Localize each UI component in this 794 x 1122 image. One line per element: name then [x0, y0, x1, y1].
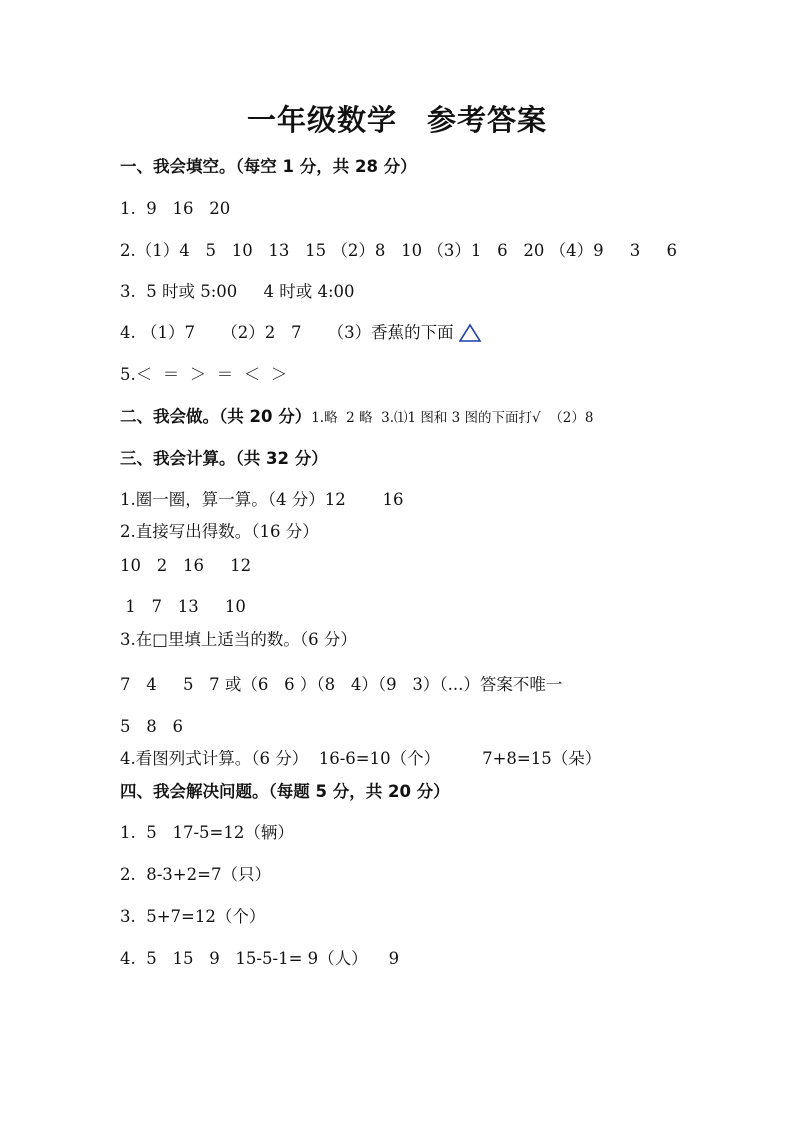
- section-3-heading: 三、我会计算。（共 32 分）: [120, 449, 328, 468]
- answer-line: 5 8 6: [120, 717, 183, 736]
- section-2-title: 二、我会做。（共 20 分）: [120, 407, 312, 426]
- section-1-heading: 一、我会填空。（每空 1 分，共 28 分）: [120, 157, 417, 176]
- answer-line: 3. 5 时或 5:00 4 时或 4:00: [120, 282, 355, 301]
- answer-line: 3. 5+7=12（个）: [120, 907, 266, 926]
- answer-line: 7 4 5 7 或（6 6 ）（8 4）（9 3）（...）答案不唯一: [120, 675, 563, 694]
- answer-line: 5.＜ ＝ ＞ ＝ ＜ ＞: [120, 365, 288, 384]
- page-title: 一年级数学 参考答案: [246, 103, 547, 137]
- triangle-icon: [458, 323, 482, 343]
- answer-line-text: 4. （1）7 （2）2 7 （3）香蕉的下面: [120, 323, 454, 342]
- answer-line: 1 7 13 10: [120, 597, 246, 616]
- answer-line: 1. 9 16 20: [120, 199, 231, 218]
- answer-line: 1.圈一圈，算一算。（4 分）12 16: [120, 490, 404, 509]
- answer-line: 4.看图列式计算。（6 分） 16-6=10（个） 7+8=15（朵）: [120, 749, 602, 768]
- section-2-detail: 1.略 2 略 3.⑴1 图和 3 图的下面打√ （2）8: [311, 410, 594, 426]
- answer-line: 10 2 16 12: [120, 556, 252, 575]
- answer-line: 2.（1）4 5 10 13 15 （2）8 10 （3）1 6 20 （4）9 3 6: [120, 241, 678, 260]
- answer-line: 2.直接写出得数。（16 分）: [120, 522, 319, 541]
- section-4-heading: 四、我会解决问题。（每题 5 分，共 20 分）: [120, 782, 450, 801]
- section-2-heading: [120, 406, 593, 429]
- answer-line: 3.在□里填上适当的数。（6 分）: [120, 630, 357, 649]
- answer-line: 2. 8-3+2=7（只）: [120, 865, 271, 884]
- answer-line: 4. 5 15 9 15-5-1= 9（人） 9: [120, 949, 400, 968]
- answer-line: 1. 5 17-5=12（辆）: [120, 823, 294, 842]
- answer-line: [120, 322, 482, 344]
